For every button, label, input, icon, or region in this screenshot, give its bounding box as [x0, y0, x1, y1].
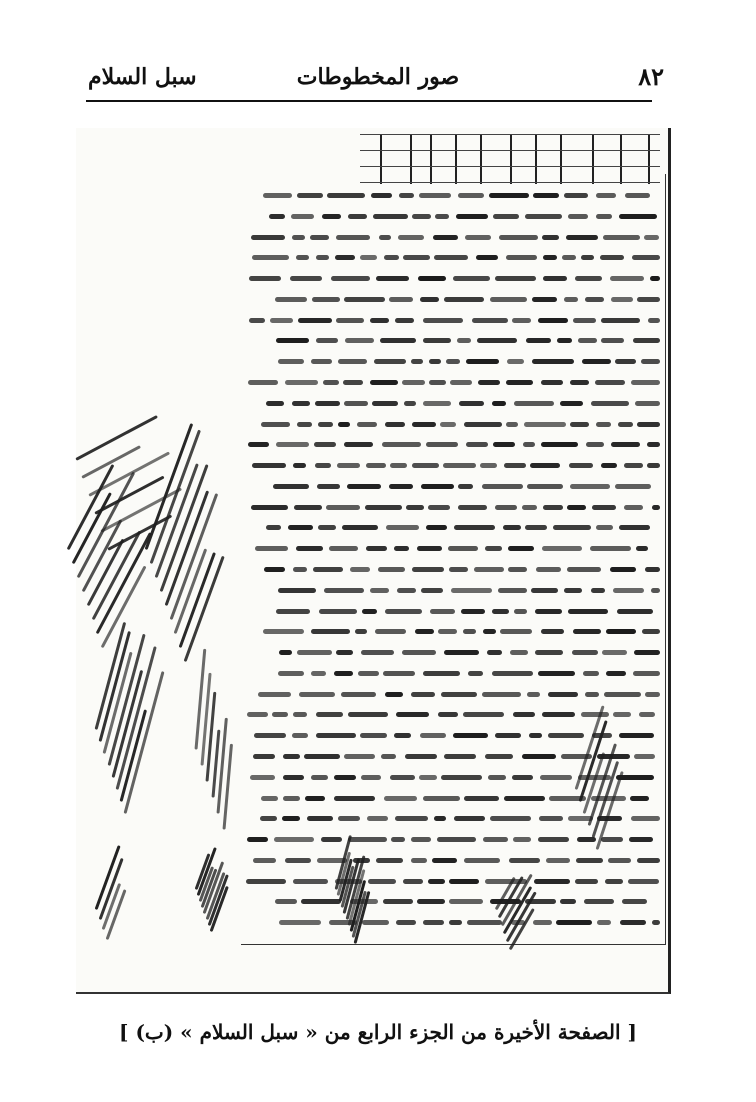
figure-caption: [ الصفحة الأخيرة من الجزء الرابع من « سبل السلام » (ب) ] [119, 1020, 637, 1044]
section-title: صور المخطوطات [296, 64, 460, 90]
marginal-handwriting [159, 464, 208, 592]
margin-notes [76, 128, 668, 992]
marginal-handwriting [575, 705, 605, 789]
header-rule [86, 100, 652, 102]
marginal-handwriting [88, 451, 170, 497]
marginal-handwriting [75, 415, 157, 461]
page-header [0, 0, 756, 110]
marginal-handwriting [145, 423, 194, 550]
book-title: سبل السلام [88, 64, 197, 90]
manuscript-photo [76, 128, 671, 994]
page-number: ٨٢ [638, 62, 664, 91]
